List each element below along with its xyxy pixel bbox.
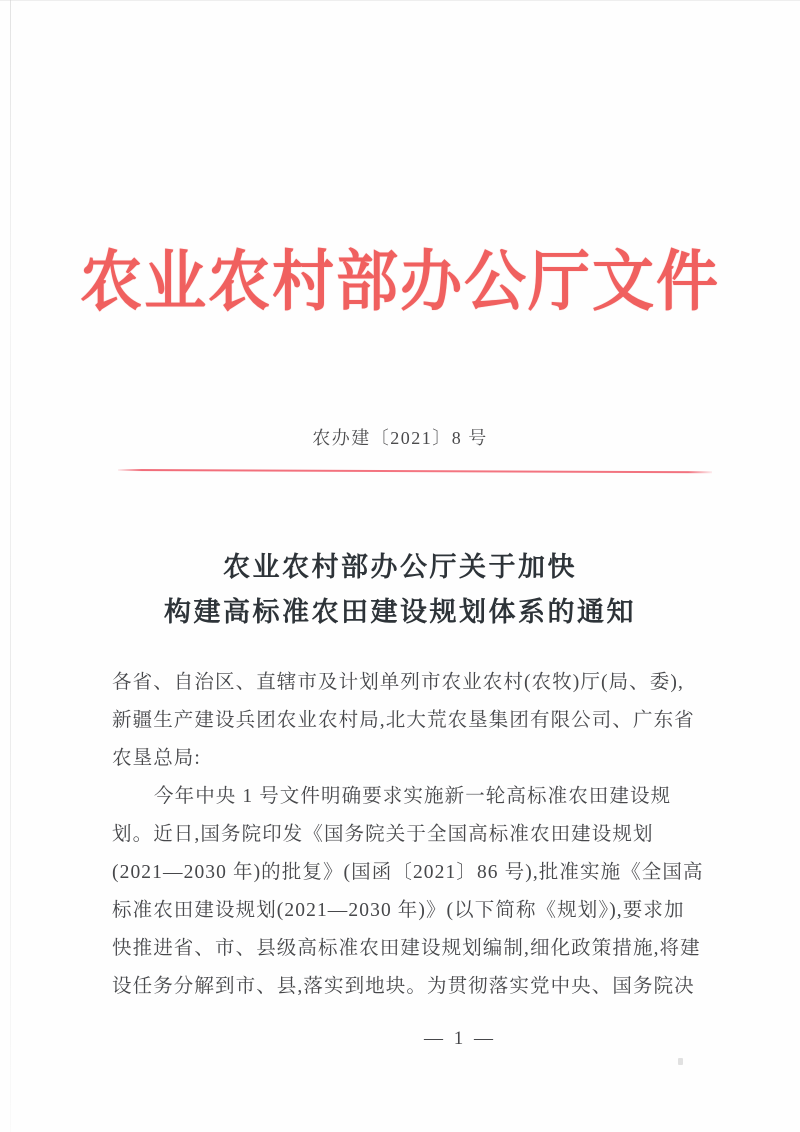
body-paragraph-line-2: 划。近日,国务院印发《国务院关于全国高标准农田建设规划 <box>112 824 654 845</box>
body-paragraph-line-4: 标准农田建设规划(2021—2030 年)》(以下简称《规划》),要求加 <box>112 900 685 921</box>
red-divider-rule <box>118 469 712 473</box>
page-number-footer: — 1 — <box>424 1028 496 1049</box>
document-number: 农办建〔2021〕8 号 <box>312 428 488 448</box>
document-body <box>112 664 702 1006</box>
scan-speck-artifact <box>678 1058 683 1065</box>
recipient-line-2: 新疆生产建设兵团农业农村局,北大荒农垦集团有限公司、广东省 <box>112 710 695 731</box>
body-paragraph-line-5: 快推进省、市、县级高标准农田建设规划编制,细化政策措施,将建 <box>112 938 701 959</box>
body-paragraph-line-6: 设任务分解到市、县,落实到地块。为贯彻落实党中央、国务院决 <box>112 976 695 997</box>
body-paragraph-line-1: 今年中央 1 号文件明确要求实施新一轮高标准农田建设规 <box>154 786 672 807</box>
masthead-title-text: 农业农村部办公厅文件 <box>79 246 720 320</box>
recipient-line-1: 各省、自治区、直辖市及计划单列市农业农村(农牧)厅(局、委), <box>112 672 684 693</box>
scan-edge-top-artifact <box>0 0 800 1</box>
body-paragraph-line-3: (2021—2030 年)的批复》(国函〔2021〕86 号),批准实施《全国高 <box>112 862 704 883</box>
letterhead-masthead <box>0 246 800 320</box>
document-title-line-1: 农业农村部办公厅关于加快 <box>223 552 577 582</box>
recipient-line-3: 农垦总局: <box>112 748 201 769</box>
document-title <box>0 545 800 635</box>
document-title-line-2: 构建高标准农田建设规划体系的通知 <box>164 597 636 627</box>
